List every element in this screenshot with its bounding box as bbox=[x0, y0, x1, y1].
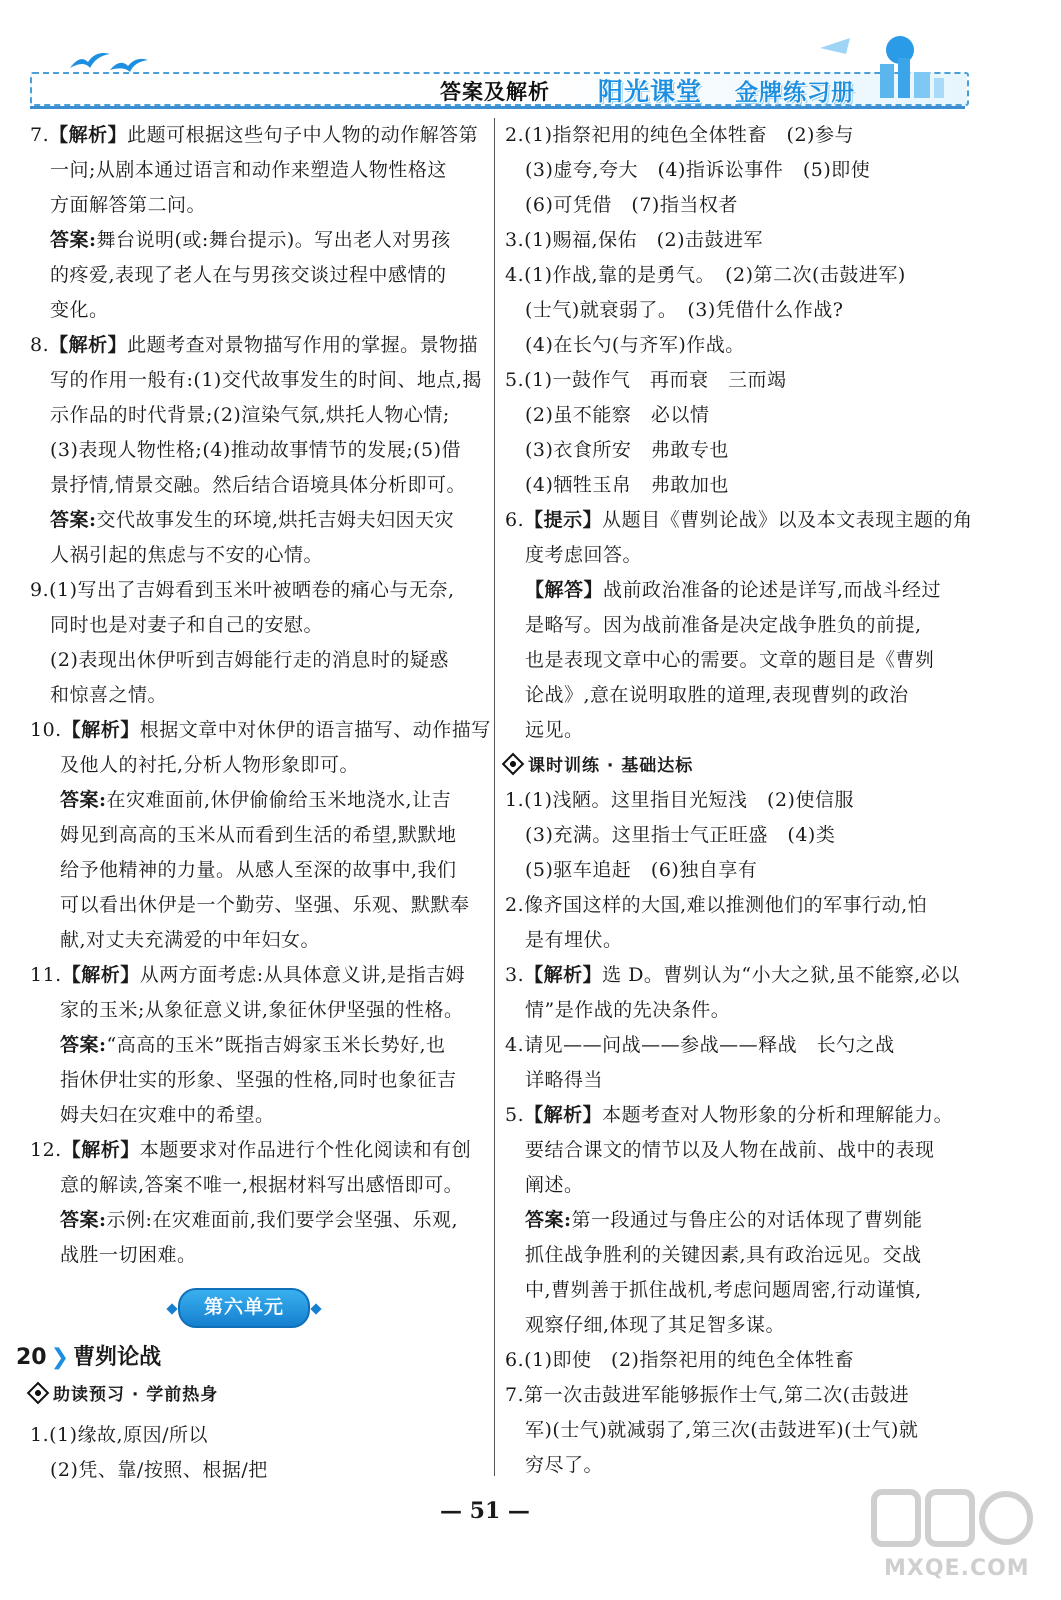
lesson-title bbox=[16, 1340, 161, 1376]
chevron-right-icon: ❯ bbox=[50, 1345, 70, 1370]
section-heading-practice bbox=[505, 751, 693, 781]
text-line: 4.(1)作战,靠的是勇气。 (2)第二次(击鼓进军) bbox=[505, 264, 906, 286]
text-line: 远见。 bbox=[525, 719, 584, 741]
building-globe-icon bbox=[820, 28, 960, 108]
text-line: 论战》,意在说明取胜的道理,表现曹刿的政治 bbox=[525, 684, 909, 706]
text-line: 11.【解析】从两方面考虑:从具体意义讲,是指吉姆 bbox=[30, 964, 466, 986]
text-line: 家的玉米;从象征意义讲,象征休伊坚强的性格。 bbox=[60, 999, 464, 1021]
text-line: 献,对丈夫充满爱的中年妇女。 bbox=[60, 929, 321, 951]
text-line: 答案:舞台说明(或:舞台提示)。写出老人对男孩 bbox=[50, 229, 451, 251]
text-line: 指休伊壮实的形象、坚强的性格,同时也象征吉 bbox=[60, 1069, 457, 1091]
text-line: 6.(1)即使 (2)指祭祀用的纯色全体牲畜 bbox=[505, 1349, 854, 1371]
text-line: (士气)就衰弱了。 (3)凭借什么作战? bbox=[525, 299, 844, 321]
text-line: (3)虚夸,夸大 (4)指诉讼事件 (5)即使 bbox=[525, 159, 871, 181]
text-line: 10.【解析】根据文章中对休伊的语言描写、动作描写 bbox=[30, 719, 491, 741]
text-line: 一问;从剧本通过语言和动作来塑造人物性格这 bbox=[50, 159, 447, 181]
lesson-name: 曹刿论战 bbox=[73, 1345, 162, 1370]
text-line: 观察仔细,体现了其足智多谋。 bbox=[525, 1314, 786, 1336]
page-number: — 51 — bbox=[440, 1498, 530, 1524]
text-line: 的疼爱,表现了老人在与男孩交谈过程中感情的 bbox=[50, 264, 447, 286]
page-header bbox=[0, 0, 1061, 118]
text-line: 人祸引起的焦虑与不安的心情。 bbox=[50, 544, 324, 566]
text-line: 可以看出休伊是一个勤劳、坚强、乐观、默默奉 bbox=[60, 894, 470, 916]
text-line: (3)充满。这里指士气正旺盛 (4)类 bbox=[525, 824, 836, 846]
text-line: 3.【解析】选 D。曹刿认为“小大之狱,虽不能察,必以 bbox=[505, 964, 960, 986]
column-divider bbox=[494, 118, 495, 1476]
text-line: 8.【解析】此题考查对景物描写作用的掌握。景物描 bbox=[30, 334, 479, 356]
text-line: (6)可凭借 (7)指当权者 bbox=[525, 194, 738, 216]
text-line: 12.【解析】本题要求对作品进行个性化阅读和有创 bbox=[30, 1139, 472, 1161]
text-line: 答案:交代故事发生的环境,烘托吉姆夫妇因天灾 bbox=[50, 509, 455, 531]
text-line: 详略得当 bbox=[525, 1069, 604, 1091]
text-line: 中,曹刿善于抓住战机,考虑问题周密,行动谨慎, bbox=[525, 1279, 922, 1301]
watermark-logo-icon bbox=[866, 1480, 1036, 1560]
unit-badge: 第六单元 bbox=[178, 1288, 310, 1328]
text-line: 答案:“高高的玉米”既指吉姆家玉米长势好,也 bbox=[60, 1034, 446, 1056]
header-rule bbox=[30, 106, 965, 109]
text-line: 7.【解析】此题可根据这些句子中人物的动作解答第 bbox=[30, 124, 479, 146]
text-line: 9.(1)写出了吉姆看到玉米叶被晒卷的痛心与无奈, bbox=[30, 579, 455, 601]
text-line: 及他人的衬托,分析人物形象即可。 bbox=[60, 754, 360, 776]
text-line: (3)衣食所安 弗敢专也 bbox=[525, 439, 729, 461]
text-line: 度考虑回答。 bbox=[525, 544, 643, 566]
text-line: 5.【解析】本题考查对人物形象的分析和理解能力。 bbox=[505, 1104, 954, 1126]
diamond-bullet-icon bbox=[27, 1382, 50, 1405]
brand-subtitle: 金牌练习册 bbox=[735, 80, 855, 106]
text-line: 方面解答第二问。 bbox=[50, 194, 207, 216]
text-line: 和惊喜之情。 bbox=[50, 684, 168, 706]
text-line: 意的解读,答案不唯一,根据材料写出感悟即可。 bbox=[60, 1174, 464, 1196]
text-line: (5)驱车追赶 (6)独自享有 bbox=[525, 859, 758, 881]
text-line: 变化。 bbox=[50, 299, 109, 321]
text-line: 同时也是对妻子和自己的安慰。 bbox=[50, 614, 324, 636]
diamond-bullet-icon bbox=[502, 753, 525, 776]
text-line: 是有埋伏。 bbox=[525, 929, 623, 951]
text-line: 军)(士气)就减弱了,第三次(击鼓进军)(士气)就 bbox=[525, 1419, 919, 1441]
text-line: 示作品的时代背景;(2)渲染气氛,烘托人物心情; bbox=[50, 404, 450, 426]
text-line: 姆见到高高的玉米从而看到生活的希望,默默地 bbox=[60, 824, 457, 846]
text-line: 景抒情,情景交融。然后结合语境具体分析即可。 bbox=[50, 474, 467, 496]
text-line: (4)在长勺(与齐军)作战。 bbox=[525, 334, 745, 356]
watermark bbox=[866, 1480, 1036, 1590]
text-line: 抓住战争胜利的关键因素,具有政治远见。交战 bbox=[525, 1244, 922, 1266]
text-line: 答案:第一段通过与鲁庄公的对话体现了曹刿能 bbox=[525, 1209, 923, 1231]
section-heading-text: 课时训练 · 基础达标 bbox=[528, 756, 694, 776]
text-line: 情”是作战的先决条件。 bbox=[525, 999, 731, 1021]
text-line: 4.请见——问战——参战——释战 长勺之战 bbox=[505, 1034, 895, 1056]
header-subtitle: 答案及解析 bbox=[440, 80, 550, 104]
section-heading-preview bbox=[30, 1380, 218, 1410]
text-line: 5.(1)一鼓作气 再而衰 三而竭 bbox=[505, 369, 787, 391]
brand-title: 阳光课堂 bbox=[598, 77, 703, 106]
text-line: 也是表现文章中心的需要。文章的题目是《曹刿 bbox=[525, 649, 935, 671]
lesson-number: 20 bbox=[16, 1345, 47, 1370]
text-line: (2)虽不能察 必以情 bbox=[525, 404, 710, 426]
text-line: 阐述。 bbox=[525, 1174, 584, 1196]
text-line: 写的作用一般有:(1)交代故事发生的时间、地点,揭 bbox=[50, 369, 482, 391]
text-line: 穷尽了。 bbox=[525, 1454, 604, 1476]
text-line: 答案:示例:在灾难面前,我们要学会坚强、乐观, bbox=[60, 1209, 458, 1231]
text-line: 答案:在灾难面前,休伊偷偷给玉米地浇水,让吉 bbox=[60, 789, 452, 811]
text-line: 1.(1)缘故,原因/所以 bbox=[30, 1424, 208, 1446]
text-line: 7.第一次击鼓进军能够振作士气,第二次(击鼓进 bbox=[505, 1384, 910, 1406]
text-line: (2)表现出休伊听到吉姆能行走的消息时的疑惑 bbox=[50, 649, 449, 671]
text-line: 2.(1)指祭祀用的纯色全体牲畜 (2)参与 bbox=[505, 124, 854, 146]
text-line: 是略写。因为战前准备是决定战争胜负的前提, bbox=[525, 614, 922, 636]
text-line: (3)表现人物性格;(4)推动故事情节的发展;(5)借 bbox=[50, 439, 462, 461]
text-line: 1.(1)浅陋。这里指目光短浅 (2)使信服 bbox=[505, 789, 854, 811]
text-line: 6.【提示】从题目《曹刿论战》以及本文表现主题的角 bbox=[505, 509, 973, 531]
text-line: 给予他精神的力量。从感人至深的故事中,我们 bbox=[60, 859, 457, 881]
text-line: 3.(1)赐福,保佑 (2)击鼓进军 bbox=[505, 229, 763, 251]
text-line: (2)凭、靠/按照、根据/把 bbox=[50, 1459, 268, 1481]
text-line: (4)牺牲玉帛 弗敢加也 bbox=[525, 474, 729, 496]
text-line: 【解答】战前政治准备的论述是详写,而战斗经过 bbox=[525, 579, 942, 601]
watermark-text: MXQE.COM bbox=[884, 1556, 1030, 1581]
text-line: 姆夫妇在灾难中的希望。 bbox=[60, 1104, 275, 1126]
text-line: 2.像齐国这样的大国,难以推测他们的军事行动,怕 bbox=[505, 894, 928, 916]
text-line: 战胜一切困难。 bbox=[60, 1244, 197, 1266]
text-line: 要结合课文的情节以及人物在战前、战中的表现 bbox=[525, 1139, 935, 1161]
section-heading-text: 助读预习 · 学前热身 bbox=[53, 1385, 219, 1405]
